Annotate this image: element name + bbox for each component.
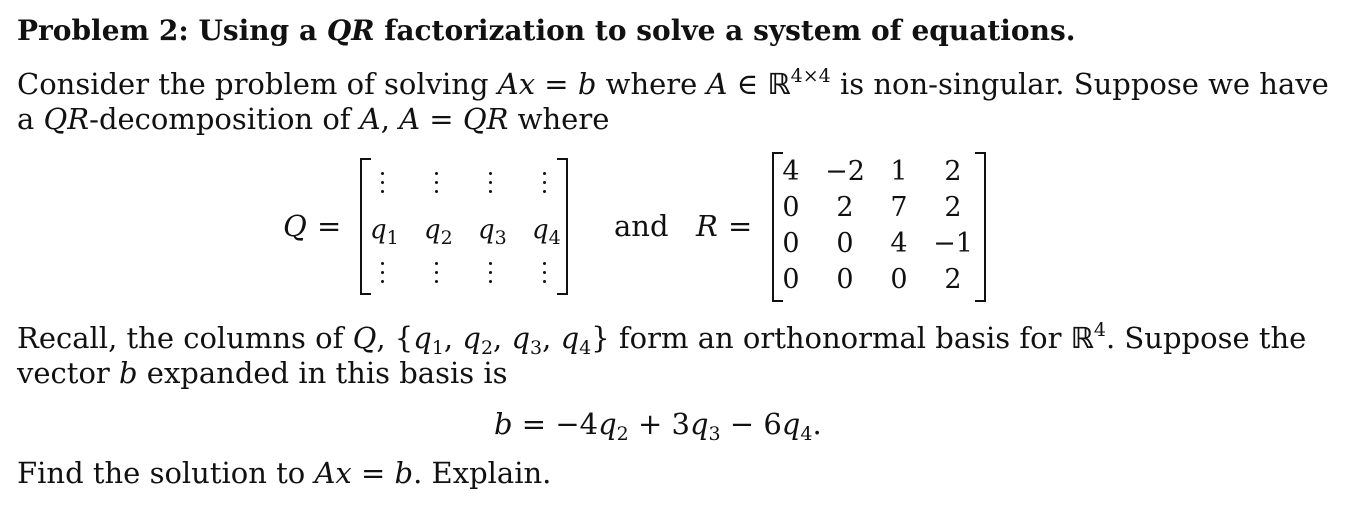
text: Find the solution to	[17, 456, 315, 490]
r-cell: 0	[836, 228, 854, 259]
text: ,	[380, 102, 400, 136]
math-a: A	[359, 102, 381, 136]
text: a	[17, 102, 44, 136]
math-qr: QR	[462, 102, 509, 136]
vdots	[435, 172, 439, 199]
text: . Explain.	[413, 456, 552, 490]
r-cell: 0	[890, 264, 908, 295]
r-cell: 0	[782, 264, 800, 295]
math-q3: $q_3$	[511, 321, 543, 359]
math-q3: $q_3$	[689, 407, 721, 445]
para1-line2	[17, 102, 610, 136]
text: , {	[376, 321, 414, 355]
vdots	[435, 262, 439, 289]
math-ax: Ax	[314, 456, 352, 490]
math-q2: $q_2$	[462, 321, 494, 359]
r-cell: −2	[825, 156, 865, 187]
math-reals: ℝ	[767, 67, 791, 101]
text: Consider the problem of solving	[17, 67, 498, 101]
text: Recall, the columns of	[17, 321, 353, 355]
math-b: b	[494, 407, 513, 441]
math-qr: QR	[43, 102, 90, 136]
q-col-1: $q_1$	[370, 215, 399, 249]
text: = −4	[512, 407, 599, 441]
title-suffix: factorization to solve a system of equations.	[374, 14, 1076, 47]
text: -decomposition of	[89, 102, 360, 136]
r-cell: 0	[836, 264, 854, 295]
r-cell: 0	[782, 228, 800, 259]
text: } form an orthonormal basis for	[591, 321, 1071, 355]
para2-line2	[17, 356, 508, 390]
r-cell: 2	[944, 192, 962, 223]
math-dim: 4	[1093, 319, 1106, 341]
math-q1: $q_1$	[413, 321, 444, 359]
math-b: b	[118, 356, 138, 390]
equals-sign: =	[728, 209, 753, 243]
vdots	[489, 262, 493, 289]
math-b: b	[577, 67, 597, 101]
text: . Suppose the	[1106, 321, 1307, 355]
text: =	[420, 102, 463, 136]
r-cell: 2	[944, 156, 962, 187]
text: where	[508, 102, 610, 136]
math-q4: $q_4$	[781, 407, 813, 445]
r-cell: 2	[944, 264, 962, 295]
math-q4: $q_4$	[560, 321, 592, 359]
math-reals: ℝ	[1070, 321, 1094, 355]
r-cell: 0	[782, 192, 800, 223]
math-q: Q	[352, 321, 377, 355]
title-prefix: Problem 2: Using a	[17, 14, 327, 47]
q-col-4: $q_4$	[532, 215, 561, 249]
math-a: A	[399, 102, 421, 136]
matrix-display	[0, 158, 1352, 308]
title-qr: QR	[326, 14, 375, 47]
math-q2: $q_2$	[598, 407, 629, 445]
q-col-2: $q_2$	[424, 215, 453, 249]
r-cell: 4	[890, 228, 908, 259]
r-cell: −1	[933, 228, 973, 259]
r-cell: 2	[836, 192, 854, 223]
text: vector	[17, 356, 119, 390]
vdots	[543, 172, 547, 199]
para1-line1	[17, 67, 1329, 99]
text: + 3	[628, 407, 690, 441]
final-instruction	[17, 456, 552, 490]
and-word: and	[614, 209, 669, 243]
text: =	[535, 67, 578, 101]
r-cell: 1	[890, 156, 908, 187]
text: − 6	[720, 407, 782, 441]
problem-title	[17, 14, 1076, 47]
vdots	[381, 262, 385, 289]
text: .	[812, 407, 822, 441]
q-col-3: $q_3$	[478, 215, 507, 249]
r-label: R	[696, 209, 718, 243]
q-label: Q	[283, 209, 307, 243]
math-ax: Ax	[497, 67, 536, 101]
math-a: A	[706, 67, 728, 101]
vdots	[381, 172, 385, 199]
r-cell: 4	[782, 156, 800, 187]
para2-line1: Recall, the columns of Q, {$q_1$, $q_2$, $q_3$, $q_4$} form an orthonormal basis for ℝ$^4$. Suppose the	[17, 319, 1307, 359]
math-b: b	[394, 456, 414, 490]
text: is non-singular. Suppose we have	[830, 67, 1329, 101]
math-dim: 4×4	[790, 65, 831, 87]
vdots	[543, 262, 547, 289]
r-cell: 7	[890, 192, 908, 223]
text: expanded in this basis is	[137, 356, 508, 390]
vdots	[489, 172, 493, 199]
equals-sign: =	[317, 209, 342, 243]
text: ∈	[727, 67, 768, 101]
text: where	[596, 67, 707, 101]
b-expansion-equation	[494, 407, 822, 445]
text: =	[351, 456, 395, 490]
